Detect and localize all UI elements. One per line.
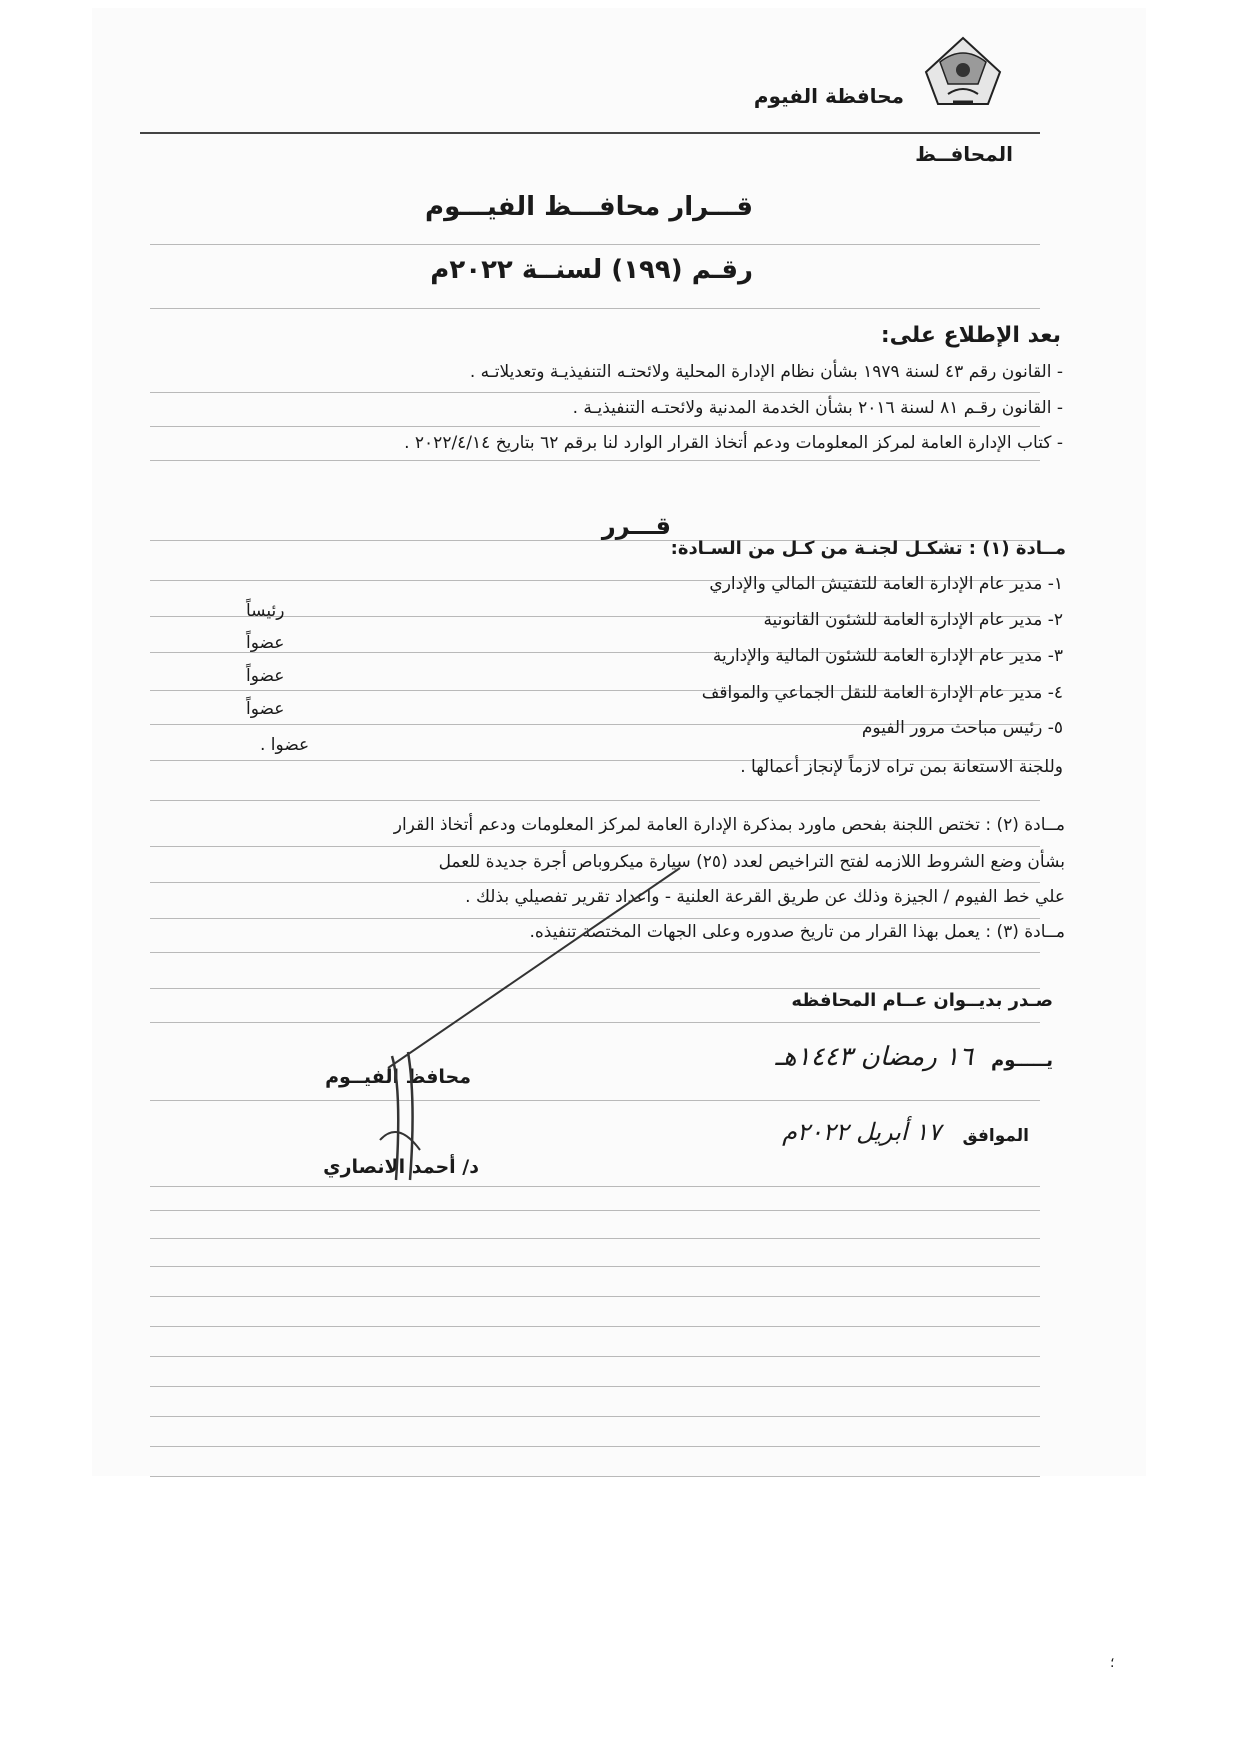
member-5: ٥- رئيس مباحث مرور الفيوم (861, 718, 1063, 738)
corresponding-label: الموافق (962, 1126, 1029, 1146)
governorate-name: محافظة الفيوم (753, 84, 904, 108)
preamble-heading: بعد الإطلاع على: (880, 323, 1061, 348)
member-3: ٣- مدير عام الإدارة العامة للشئون المالية والإدارية (712, 646, 1063, 666)
member-4: ٤- مدير عام الإدارة العامة للنقل الجماعي والمواقف (701, 683, 1063, 703)
article-1-closing: وللجنة الاستعانة بمن تراه لازماً لإنجاز أعمالها . (740, 757, 1063, 777)
issued-line: صـدر بديــوان عــام المحافظه (791, 990, 1053, 1011)
article-2-line-2: بشأن وضع الشروط اللازمه لفتح التراخيص لعدد (٢٥) سيارة ميكروباص أجرة جديدة للعمل (438, 852, 1065, 872)
article-2-line-3: علي خط الفيوم / الجيزة وذلك عن طريق القرعة العلنية - واعداد تقرير تفصيلي بذلك . (465, 887, 1065, 907)
member-1-role: رئيساً (246, 601, 285, 621)
signatory-name: د/ أحمد الانصاري (323, 1156, 479, 1178)
day-label: يـــــوم (991, 1050, 1053, 1071)
member-2: ٢- مدير عام الإدارة العامة للشئون القانونية (763, 610, 1063, 630)
member-3-role: عضواً (246, 666, 285, 686)
decree-number: رقـم (١٩٩) لسنــة ٢٠٢٢م (430, 255, 753, 285)
member-5-role: عضوا . (260, 735, 310, 755)
member-1: ١- مدير عام الإدارة العامة للتفتيش المالي والإداري (709, 574, 1063, 594)
footer-mark: ؛ (1110, 1655, 1115, 1671)
preamble-item: - القانون رقـم ٨١ لسنة ٢٠١٦ بشأن الخدمة المدنية ولائحتـه التنفيذيـة . (572, 398, 1063, 418)
article-3-line-1: مــادة (٣) : يعمل بهذا القرار من تاريخ صدوره وعلى الجهات المختصة تنفيذه. (529, 922, 1065, 942)
article-1-heading: مــادة (١) : تشكـل لجنـة من كـل من السـادة: (670, 538, 1066, 559)
office-title: المحافــظ (915, 142, 1013, 166)
gregorian-date: ١٧ أبريل ٢٠٢٢م (782, 1118, 941, 1146)
hijri-date: ١٦ رمضان ١٤٤٣هـ (775, 1042, 973, 1072)
preamble-item: - كتاب الإدارة العامة لمركز المعلومات ودعم أتخاذ القرار الوارد لنا برقم ٦٢ بتاريخ ٢٠٢٢/٤/١٤ . (404, 433, 1063, 453)
preamble-item: - القانون رقم ٤٣ لسنة ١٩٧٩ بشأن نظام الإدارة المحلية ولائحتـه التنفيذيـة وتعديلاتـه . (469, 362, 1063, 382)
signatory-title: محافظ الفيــوم (325, 1066, 471, 1088)
decision-heading: قـــرر (601, 512, 671, 540)
article-2-line-1: مــادة (٢) : تختص اللجنة بفحص ماورد بمذكرة الإدارة العامة لمركز المعلومات ودعم أتخاذ القرار (393, 815, 1065, 835)
member-4-role: عضواً (246, 699, 285, 719)
member-2-role: عضواً (246, 633, 285, 653)
decree-title: قـــرار محافـــظ الفيـــوم (425, 192, 753, 222)
